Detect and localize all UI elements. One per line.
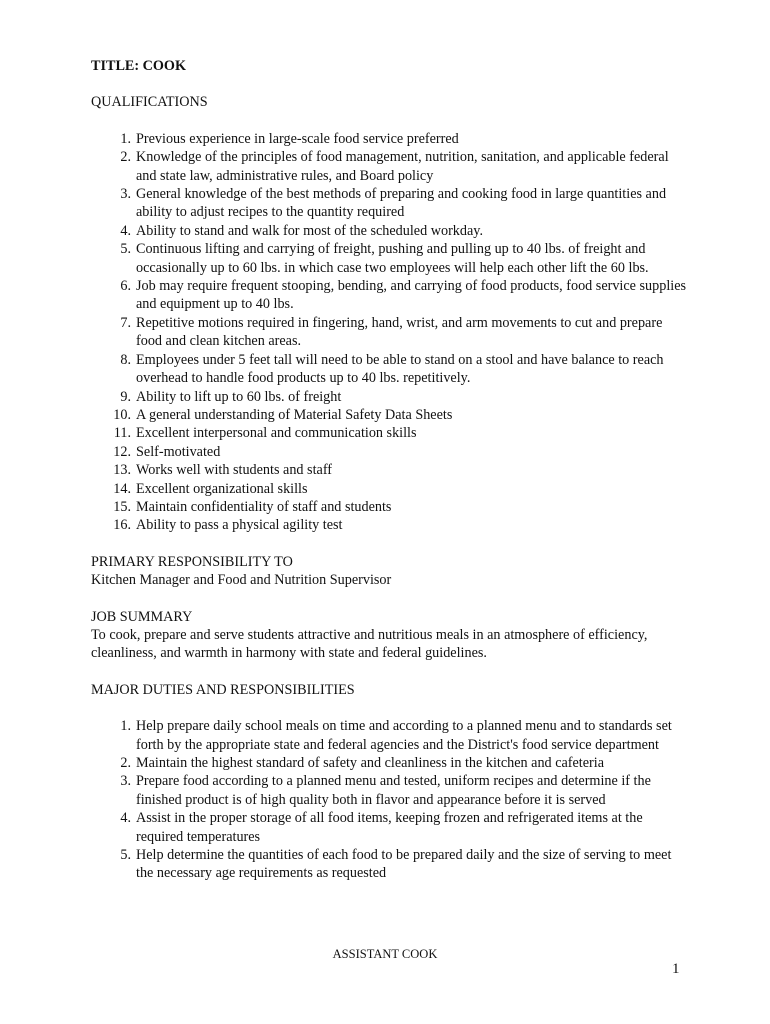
list-item: 2. Maintain the highest standard of safety and cleanliness in the kitchen and cafeteria: [120, 755, 605, 771]
list-item: 10. A general understanding of Material Safety Data Sheets: [113, 406, 453, 423]
list-item: 7. Repetitive motions required in fingering, hand, wrist, and arm movements to cut and prepare food and clean kitchen areas.: [120, 314, 663, 350]
list-item: 3. Prepare food according to a planned menu and tested, uniform recipes and determine if the finished product is of high quality both in flavor and appearance before it is served: [120, 773, 651, 808]
job-summary-text: To cook, prepare and serve students attractive and nutritious meals in an atmosphere of efficiency, cleanliness, and warmth in harmony with state and federal guidelines.: [91, 626, 648, 662]
list-item: 11. Excellent interpersonal and communication skills: [113, 425, 417, 442]
list-item: 2. Knowledge of the principles of food management, nutrition, sanitation, and applicable federal and state law, administrative rules, and Board policy: [120, 149, 669, 184]
qualifications-list: [91, 130, 691, 535]
list-item: 13. Works well with students and staff: [113, 462, 333, 479]
primary-responsibility-heading: PRIMARY RESPONSIBILITY TO: [91, 553, 293, 570]
qualifications-heading: QUALIFICATIONS: [91, 94, 208, 111]
list-item: 4. Ability to stand and walk for most of the scheduled workday.: [120, 222, 483, 239]
list-item: 15. Maintain confidentiality of staff and students: [113, 498, 392, 515]
list-item: 5. Help determine the quantities of each food to be prepared daily and the size of serving to meet the necessary age requirements as requested: [120, 847, 672, 882]
page-number: 1: [672, 961, 680, 977]
list-item: 1. Previous experience in large-scale food service preferred: [120, 130, 459, 147]
footer-label: ASSISTANT COOK: [332, 947, 438, 961]
list-item: 12. Self-motivated: [113, 443, 221, 460]
list-item: 4. Assist in the proper storage of all food items, keeping frozen and refrigerated items at the required temperatures: [120, 810, 643, 845]
job-summary-heading: JOB SUMMARY: [91, 608, 193, 625]
list-item: 1. Help prepare daily school meals on time and according to a planned menu and to standards set forth by the appropriate state and federal agencies and the District's food service department: [120, 718, 672, 753]
list-item: 14. Excellent organizational skills: [113, 480, 308, 497]
page-title: TITLE: COOK: [91, 58, 186, 74]
document-page: [91, 57, 691, 901]
primary-responsibility-text: Kitchen Manager and Food and Nutrition Supervisor: [91, 572, 392, 589]
list-item: 8. Employees under 5 feet tall will need to be able to stand on a stool and have balance to reach overhead to handle food products up to 40 lbs. repetitively.: [120, 351, 664, 387]
list-item: 16. Ability to pass a physical agility test: [113, 517, 343, 534]
duties-list: [91, 717, 691, 883]
duties-heading: MAJOR DUTIES AND RESPONSIBILITIES: [91, 681, 355, 698]
list-item: 3. General knowledge of the best methods of preparing and cooking food in large quantities and ability to adjust recipes to the quantity required: [120, 186, 667, 221]
list-item: 5. Continuous lifting and carrying of freight, pushing and pulling up to 40 lbs. of freight and occasionally up to 60 lbs. in which case two employees will help each other lift the 60 lbs.: [120, 241, 649, 276]
list-item: 9. Ability to lift up to 60 lbs. of freight: [120, 388, 342, 405]
list-item: 6. Job may require frequent stooping, bending, and carrying of food products, food service supplies and equipment up to 40 lbs.: [120, 278, 687, 313]
